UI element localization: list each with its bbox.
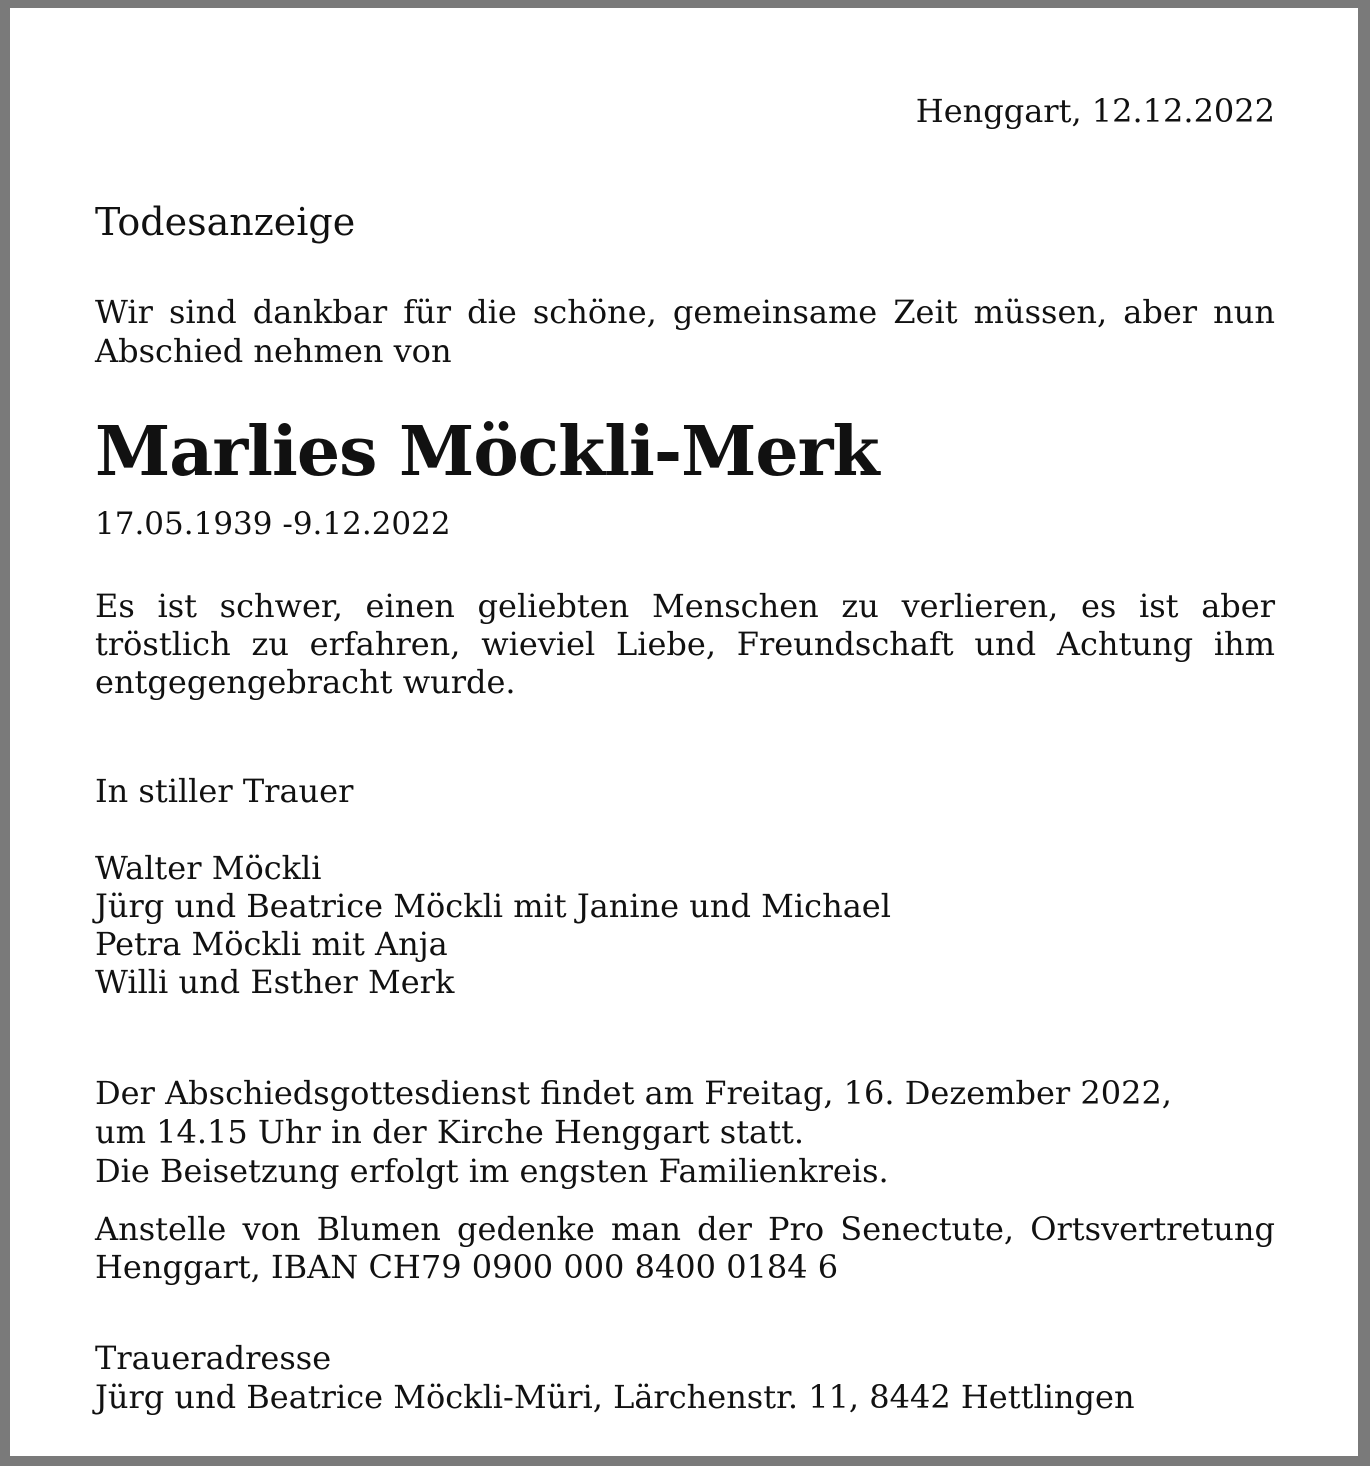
service-line: um 14.15 Uhr in der Kirche Henggart statt.	[95, 1113, 805, 1151]
address-heading: Traueradresse	[95, 1339, 332, 1377]
mourner-line: Willi und Esther Merk	[95, 963, 455, 1001]
quote-text: Es ist schwer, einen geliebten Menschen zu verlieren, es ist aber tröstlich zu erfahren, wieviel Liebe, Freundschaft und Achtung ihm entgegengebracht wurde.	[95, 587, 1275, 701]
mourner-line: Petra Möckli mit Anja	[95, 925, 448, 963]
mourning-heading: In stiller Trauer	[95, 772, 354, 810]
intro-text: Wir sind dankbar für die schöne, gemeinsame Zeit müssen, aber nun Abschied nehmen von	[95, 293, 1275, 370]
deceased-name: Marlies Möckli-Merk	[95, 412, 879, 492]
place-date: Henggart, 12.12.2022	[915, 92, 1275, 130]
obituary-sheet	[10, 8, 1358, 1456]
service-info	[95, 1074, 1172, 1191]
service-line: Die Beisetzung erfolgt im engsten Familienkreis.	[95, 1152, 889, 1190]
donation-text: Anstelle von Blumen gedenke man der Pro Senectute, Ortsvertretung Henggart, IBAN CH79 0900 000 8400 0184 6	[95, 1210, 1275, 1286]
mourner-line: Walter Möckli	[95, 849, 322, 887]
mourning-address: Jürg und Beatrice Möckli-Müri, Lärchenstr. 11, 8442 Hettlingen	[95, 1378, 1135, 1416]
life-dates: 17.05.1939 -9.12.2022	[95, 506, 451, 542]
document-title: Todesanzeige	[95, 200, 356, 244]
mourners-list	[95, 849, 891, 1001]
service-line: Der Abschiedsgottesdienst findet am Freitag, 16. Dezember 2022,	[95, 1074, 1172, 1112]
mourner-line: Jürg und Beatrice Möckli mit Janine und Michael	[95, 887, 891, 925]
